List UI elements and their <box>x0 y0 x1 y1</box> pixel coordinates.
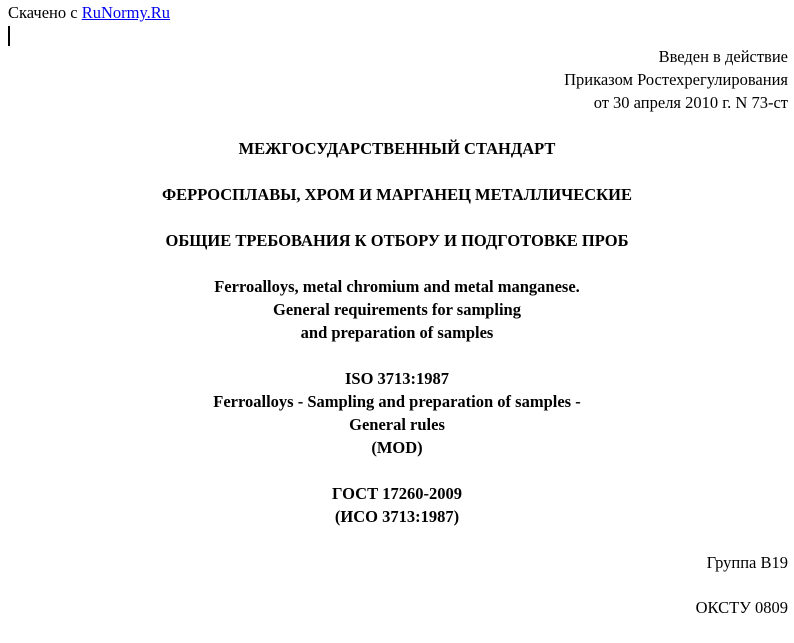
group-code: Группа В19 <box>706 553 788 572</box>
title-en-line-3: and preparation of samples <box>300 323 494 342</box>
iso-code: ISO 3713:1987 <box>344 369 450 388</box>
downloaded-from-line <box>8 3 170 23</box>
gost-code: ГОСТ 17260-2009 <box>332 484 462 503</box>
intro-line-3: от 30 апреля 2010 г. N 73-ст <box>593 93 788 112</box>
title-ru-line-2: ОБЩИЕ ТРЕБОВАНИЯ К ОТБОРУ И ПОДГОТОВКЕ ПРОБ <box>165 231 629 250</box>
title-en-line-1: Ferroalloys, metal chromium and metal manganese. <box>214 277 580 296</box>
iso-title-line-2: General rules <box>349 415 445 434</box>
downloaded-prefix: Скачено с <box>8 3 78 22</box>
intro-line-1: Введен в действие <box>658 47 788 66</box>
intro-line-2: Приказом Ростехрегулирования <box>564 70 788 89</box>
iso-title-line-1: Ferroalloys - Sampling and preparation of samples - <box>213 392 581 411</box>
runormy-link[interactable]: RuNormy.Ru <box>81 3 171 22</box>
title-ru-line-1: ФЕРРОСПЛАВЫ, ХРОМ И МАРГАНЕЦ МЕТАЛЛИЧЕСКИЕ <box>161 185 632 204</box>
title-en-line-2: General requirements for sampling <box>273 300 521 319</box>
iso-modification: (MOD) <box>371 438 423 457</box>
text-cursor <box>8 26 10 46</box>
okstu-code: ОКСТУ 0809 <box>695 598 788 617</box>
standard-type-heading: МЕЖГОСУДАРСТВЕННЫЙ СТАНДАРТ <box>238 139 556 158</box>
gost-iso-reference: (ИСО 3713:1987) <box>334 507 460 526</box>
